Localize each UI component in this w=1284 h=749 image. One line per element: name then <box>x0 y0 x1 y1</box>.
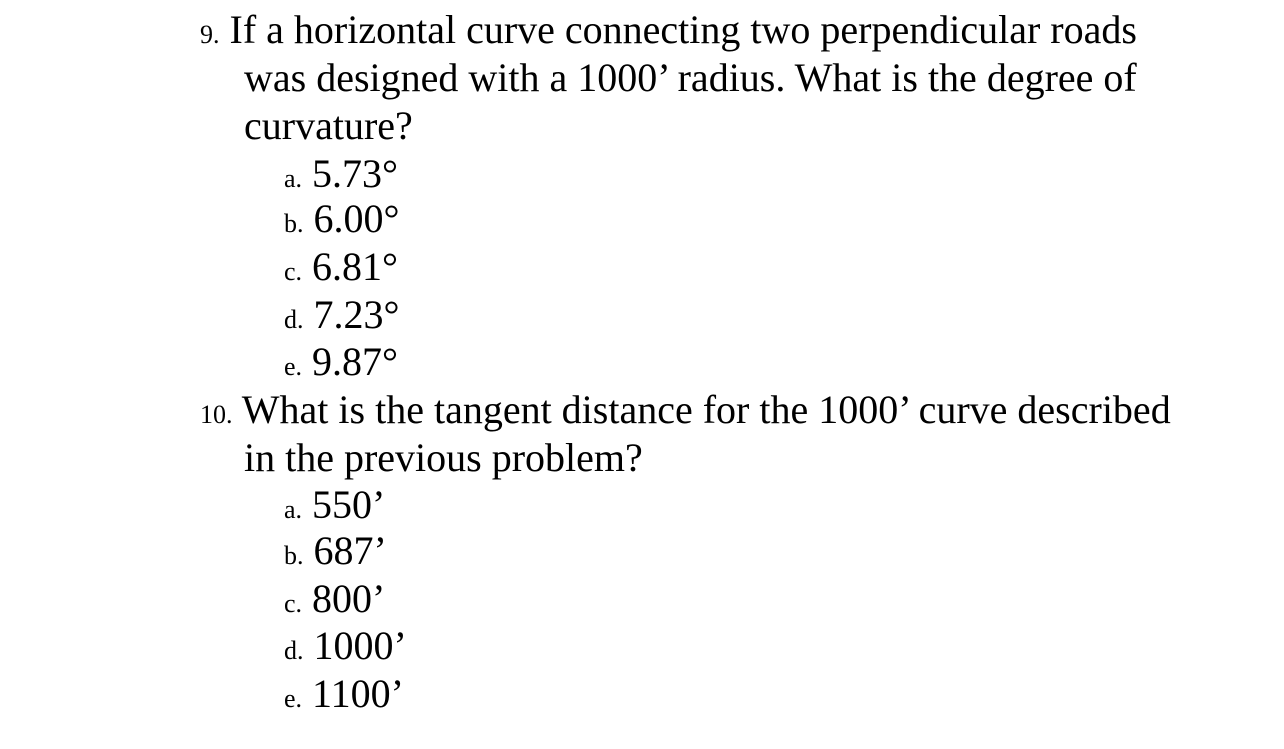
question-first-line <box>200 386 1171 439</box>
answer-option-d[interactable] <box>284 291 400 344</box>
option-letter: c. <box>284 589 303 618</box>
option-letter: b. <box>284 209 304 238</box>
option-text: 1000’ <box>313 623 407 668</box>
question-text-line: curvature? <box>244 103 413 148</box>
option-text: 1100’ <box>312 671 404 716</box>
option-letter: e. <box>284 352 303 381</box>
option-letter: c. <box>284 257 303 286</box>
question-text-line: If a horizontal curve connecting two perpendicular roads <box>229 7 1137 52</box>
question-number: 9. <box>200 20 220 49</box>
question-text-line: in the previous problem? <box>244 435 643 480</box>
answer-option-e[interactable] <box>284 670 404 723</box>
option-letter: e. <box>284 684 303 713</box>
answer-option-d[interactable] <box>284 622 407 675</box>
option-letter: d. <box>284 305 304 334</box>
option-letter: a. <box>284 495 303 524</box>
option-letter: a. <box>284 164 303 193</box>
answer-option-b[interactable] <box>284 195 400 248</box>
option-text: 800’ <box>312 576 386 621</box>
question-number: 10. <box>200 400 233 429</box>
answer-option-e[interactable] <box>284 338 398 391</box>
question-first-line <box>200 6 1137 59</box>
option-letter: b. <box>284 541 304 570</box>
answer-option-b[interactable] <box>284 527 387 580</box>
option-letter: d. <box>284 636 304 665</box>
question-text-line: was designed with a 1000’ radius. What is the degree of <box>244 55 1137 100</box>
option-text: 6.81° <box>312 244 399 289</box>
answer-option-c[interactable] <box>284 575 385 628</box>
option-text: 6.00° <box>313 196 400 241</box>
option-text: 550’ <box>312 482 386 527</box>
option-text: 5.73° <box>312 151 399 196</box>
option-text: 687’ <box>313 528 387 573</box>
answer-option-c[interactable] <box>284 243 398 296</box>
option-text: 9.87° <box>312 339 399 384</box>
question-text-line: What is the tangent distance for the 1000’ curve described <box>241 387 1171 432</box>
option-text: 7.23° <box>313 292 400 337</box>
